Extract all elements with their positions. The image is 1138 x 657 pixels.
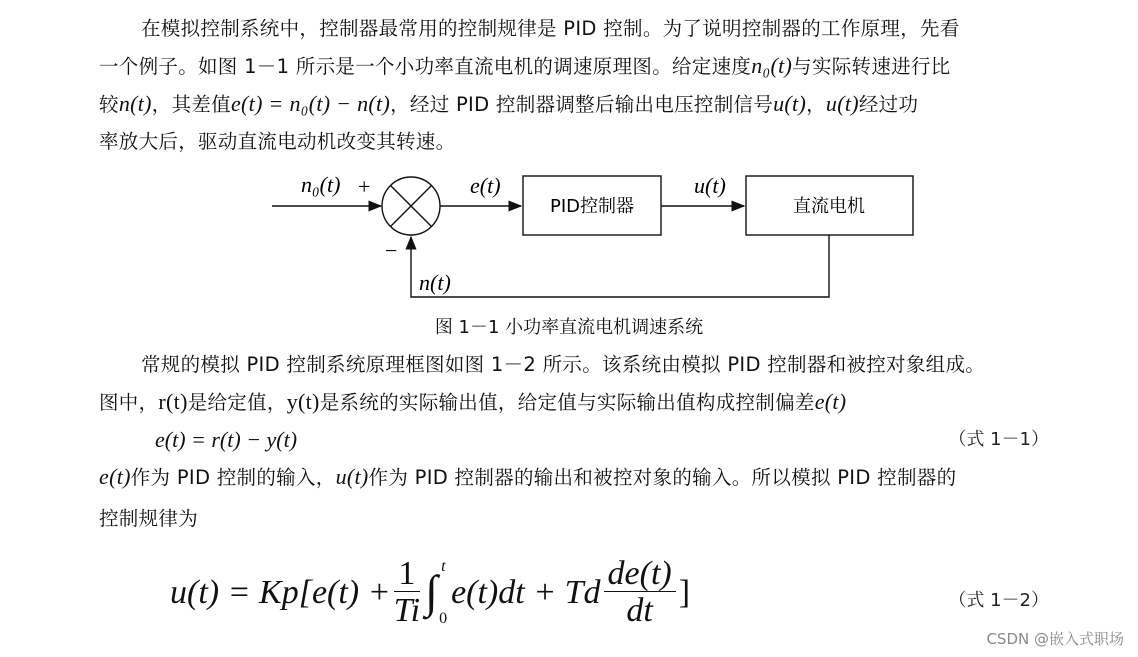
diagram-plus-sign: + [358,174,371,199]
third-paragraph [99,458,1049,537]
diagram-output-label: u(t) [694,173,726,198]
equation-1-2-tag-row [99,582,1049,619]
intro-line-3: 较n(t)，其差值e(t) = n₀(t) − n(t)，经过 PID 控制器调整后输出电压控制信号u(t)，u(t)经过功 [99,91,919,116]
math-error-equation: e(t) = n₀(t) − n(t) [230,91,391,116]
integral-sign: ∫ t 0 [425,558,448,627]
para2-line-2: 图中，r(t)是给定值，y(t)是系统的实际输出值，给定值与实际输出值构成控制偏差e(t) [99,389,847,414]
diagram-minus-sign: − [385,238,398,263]
feedback-path [411,235,829,297]
equation-1-2-lhs: u(t) = Kp[e(t) + [170,574,391,611]
second-paragraph [99,346,1049,421]
intro-line-1: 在模拟控制系统中，控制器最常用的控制规律是 PID 控制。为了说明控制器的工作原理，先看 [141,17,960,40]
math-ut-2: u(t) [825,91,859,116]
math-n0t: n₀(t) [751,53,793,78]
math-ut: u(t) [773,91,807,116]
math-yt: y(t) [286,389,320,414]
intro-line-4: 率放大后，驱动直流电动机改变其转速。 [99,130,456,153]
csdn-watermark: CSDN @嵌入式职场 [986,630,1124,648]
equation-1-2-fraction-1: $\frac{1}{Ti}$ [393,554,421,629]
para2-line-1: 常规的模拟 PID 控制系统原理框图如图 1－2 所示。该系统由模拟 PID 控制器和被控对象组成。 [141,353,986,376]
summing-junction [382,177,440,235]
figure-caption: 图 1－1 小功率直流电机调速系统 [434,317,704,338]
diagram-plant-label: 直流电机 [793,196,865,217]
diagram-controller-label: PID控制器 [549,196,635,217]
para3-line-1: e(t)作为 PID 控制的输入，u(t)作为 PID 控制器的输出和被控对象的输入。所以模拟 PID 控制器的 [99,464,957,489]
diagram-feedback-label: n(t) [419,270,451,295]
intro-line-2: 一个例子。如图 1－1 所示是一个小功率直流电机的调速原理图。给定速度n₀(t)与实际转速进行比 [99,53,951,78]
para3-line-2: 控制规律为 [99,507,199,530]
math-et-2: e(t) [99,464,131,489]
diagram-input-label: n₀(t) [301,172,341,197]
equation-1-1-expression: e(t) = r(t) − y(t) [155,427,298,452]
diagram-error-label: e(t) [470,173,501,198]
math-ut-3: u(t) [335,464,369,489]
equation-1-1-tag: （式 1－1） [948,429,1049,450]
math-et: e(t) [814,389,847,414]
block-diagram [0,0,1138,310]
equation-1-2-close: ] [678,574,691,611]
equation-1-2-fraction-2: $\frac{de(t)}{dt}$ [604,557,676,630]
equation-1-2-tag: （式 1－2） [948,590,1049,611]
math-nt: n(t) [118,91,152,116]
math-rt: r(t) [158,389,188,414]
equation-1-2-middle: e(t)dt + Td [451,574,601,611]
equation-1-1 [99,421,1049,458]
